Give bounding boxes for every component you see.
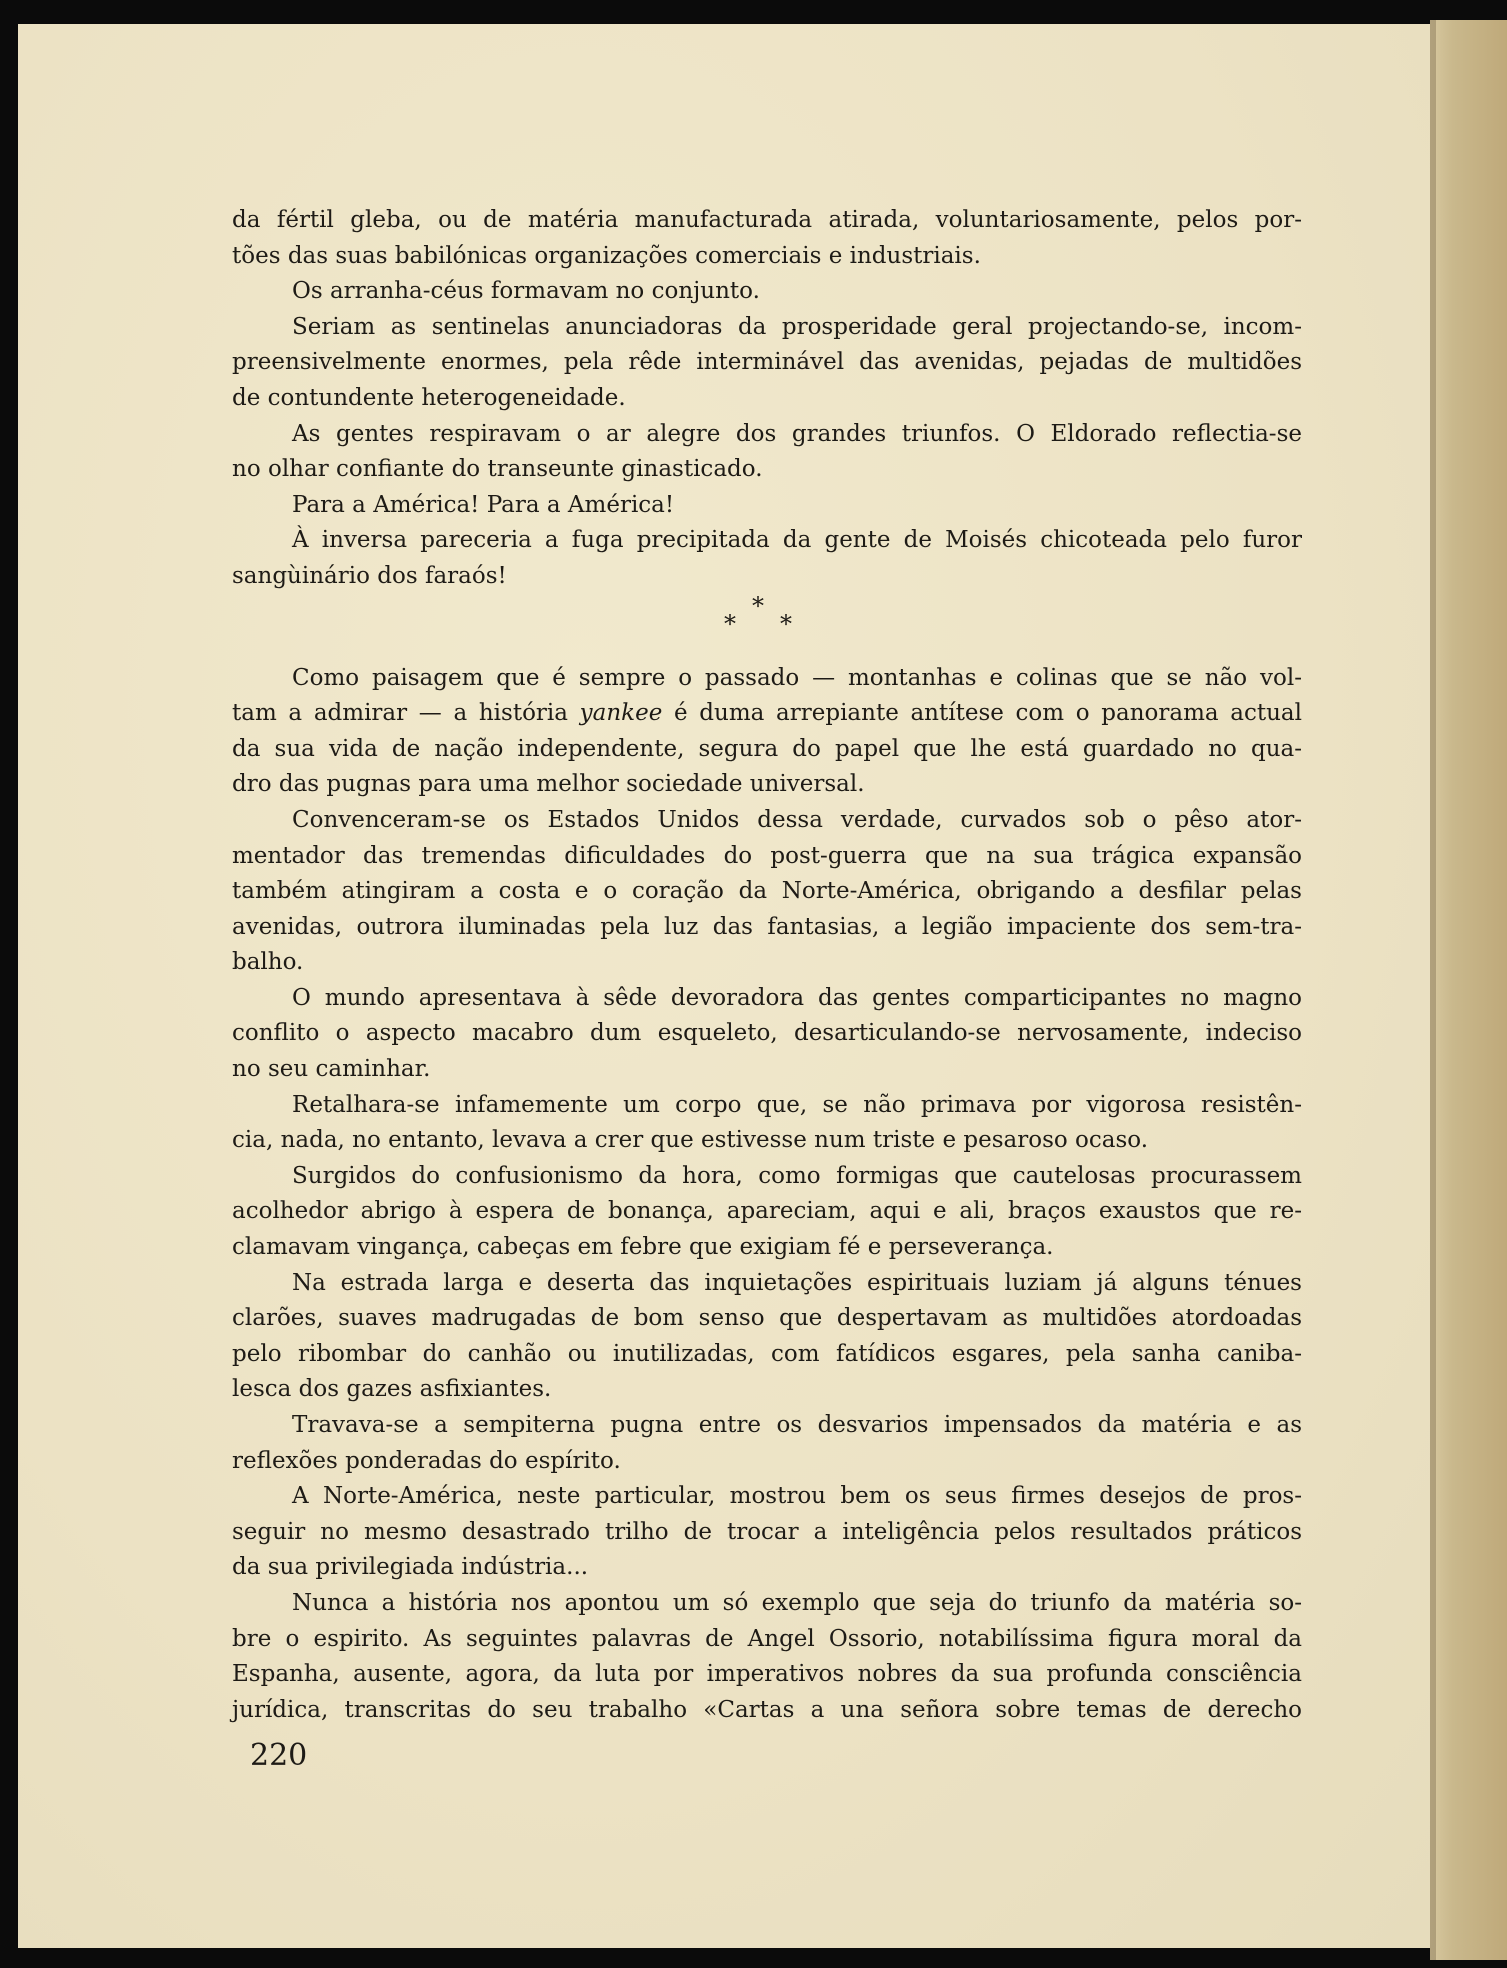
text-line: Na estrada larga e deserta das inquietações espirituais luziam já alguns ténues: [292, 1269, 1302, 1296]
text-line: conflito o aspecto macabro dum esqueleto, desarticulando-se nervosamente, indeciso: [232, 1020, 1302, 1047]
paragraph: [232, 1088, 1302, 1159]
text-line: Espanha, ausente, agora, da luta por imperativos nobres da sua profunda consciência: [232, 1661, 1302, 1688]
next-page-edge: [1430, 20, 1507, 1960]
paragraph: [232, 1586, 1302, 1728]
page-number: 220: [250, 1738, 308, 1773]
paragraph: [232, 1266, 1302, 1408]
text-line: reflexões ponderadas do espírito.: [232, 1447, 621, 1474]
paragraph: [232, 803, 1302, 981]
asterism-star-left: *: [724, 609, 736, 638]
text-line: pelo ribombar do canhão ou inutilizadas, com fatídicos esgares, pela sanha caniba-: [232, 1340, 1302, 1367]
asterism-star-top: *: [752, 591, 764, 620]
paragraph: [232, 488, 1302, 524]
paragraph: [232, 523, 1302, 594]
paragraph: [232, 981, 1302, 1088]
text-line: Para a América! Para a América!: [292, 491, 675, 518]
text-line: [232, 696, 1302, 732]
text-line: preensivelmente enormes, pela rêde interminável das avenidas, pejadas de multidões: [232, 349, 1302, 376]
text-line: À inversa pareceria a fuga precipitada da gente de Moisés chicoteada pelo furor: [292, 527, 1302, 554]
paragraphs-before-break: [232, 203, 1302, 595]
italic-word-yankee: yankee: [579, 700, 663, 727]
paragraph: [232, 310, 1302, 417]
text-line: tões das suas babilónicas organizações comerciais e industriais.: [232, 242, 981, 269]
text-line: Travava-se a sempiterna pugna entre os desvarios impensados da matéria e as: [292, 1412, 1302, 1438]
text-line: A Norte-América, neste particular, mostrou bem os seus firmes desejos de pros-: [292, 1483, 1302, 1510]
text-line: seguir no mesmo desastrado trilho de trocar a inteligência pelos resultados práticos: [232, 1518, 1302, 1545]
text-line: cia, nada, no entanto, levava a crer que estivesse num triste e pesaroso ocaso.: [232, 1127, 1149, 1154]
section-break-asterism: [232, 591, 1302, 661]
text-line: Retalhara-se infamemente um corpo que, se não primava por vigorosa resistên-: [292, 1091, 1302, 1118]
text-line: dro das pugnas para uma melhor sociedade universal.: [232, 771, 865, 798]
text-line: acolhedor abrigo à espera de bonança, apareciam, aqui e ali, braços exaustos que re-: [232, 1198, 1302, 1225]
text-fragment: tam a admirar — a história: [232, 700, 568, 727]
text-line: mentador das tremendas dificuldades do post-guerra que na sua trágica expansão: [232, 842, 1302, 869]
text-line: no olhar confiante do transeunte ginasticado.: [232, 456, 763, 483]
paragraph: [232, 1479, 1302, 1586]
text-line: Seriam as sentinelas anunciadoras da prosperidade geral projectando-se, incom-: [292, 313, 1302, 340]
text-line: Os arranha-céus formavam no conjunto.: [292, 278, 760, 305]
text-line: clamavam vingança, cabeças em febre que exigiam fé e perseverança.: [232, 1234, 1054, 1261]
text-line: balho.: [232, 949, 304, 976]
text-line: clarões, suaves madrugadas de bom senso que despertavam as multidões atordoadas: [232, 1305, 1302, 1332]
text-line: da fértil gleba, ou de matéria manufacturada atirada, voluntariosamente, pelos por-: [232, 207, 1302, 233]
paragraph-yankee: [232, 661, 1302, 803]
text-line: lesca dos gazes asfixiantes.: [232, 1376, 552, 1403]
text-fragment: é duma arrepiante antítese com o panorama actual: [674, 700, 1302, 727]
text-line: bre o espirito. As seguintes palavras de Angel Ossorio, notabilíssima figura moral da: [232, 1625, 1302, 1652]
text-line: Como paisagem que é sempre o passado — montanhas e colinas que se não vol-: [292, 664, 1302, 691]
text-line: sangùinário dos faraós!: [232, 562, 507, 589]
text-line: da sua privilegiada indústria...: [232, 1554, 589, 1581]
asterism-star-right: *: [780, 609, 792, 638]
text-line: Nunca a história nos apontou um só exemplo que seja do triunfo da matéria so-: [292, 1589, 1302, 1616]
text-line: As gentes respiravam o ar alegre dos grandes triunfos. O Eldorado reflectia-se: [292, 420, 1302, 447]
paragraph: [232, 1408, 1302, 1479]
paragraph: [232, 1159, 1302, 1266]
paragraph: [232, 203, 1302, 274]
text-line: da sua vida de nação independente, segura do papel que lhe está guardado no qua-: [232, 735, 1302, 762]
body-text: [232, 203, 1302, 1728]
text-line: Convenceram-se os Estados Unidos dessa verdade, curvados sob o pêso ator-: [292, 806, 1302, 833]
paragraph: [232, 274, 1302, 310]
text-line: Surgidos do confusionismo da hora, como formigas que cautelosas procurassem: [292, 1162, 1302, 1189]
paragraphs-after-break: [232, 803, 1302, 1728]
paragraph: [232, 417, 1302, 488]
text-line: O mundo apresentava à sêde devoradora das gentes comparticipantes no magno: [292, 984, 1302, 1011]
text-line: jurídica, transcritas do seu trabalho «Cartas a una señora sobre temas de derecho: [232, 1696, 1302, 1723]
text-line: avenidas, outrora iluminadas pela luz das fantasias, a legião impaciente dos sem-tra-: [232, 913, 1302, 940]
text-line: também atingiram a costa e o coração da Norte-América, obrigando a desfilar pelas: [232, 878, 1302, 905]
text-line: no seu caminhar.: [232, 1056, 431, 1083]
text-line: de contundente heterogeneidade.: [232, 384, 626, 411]
